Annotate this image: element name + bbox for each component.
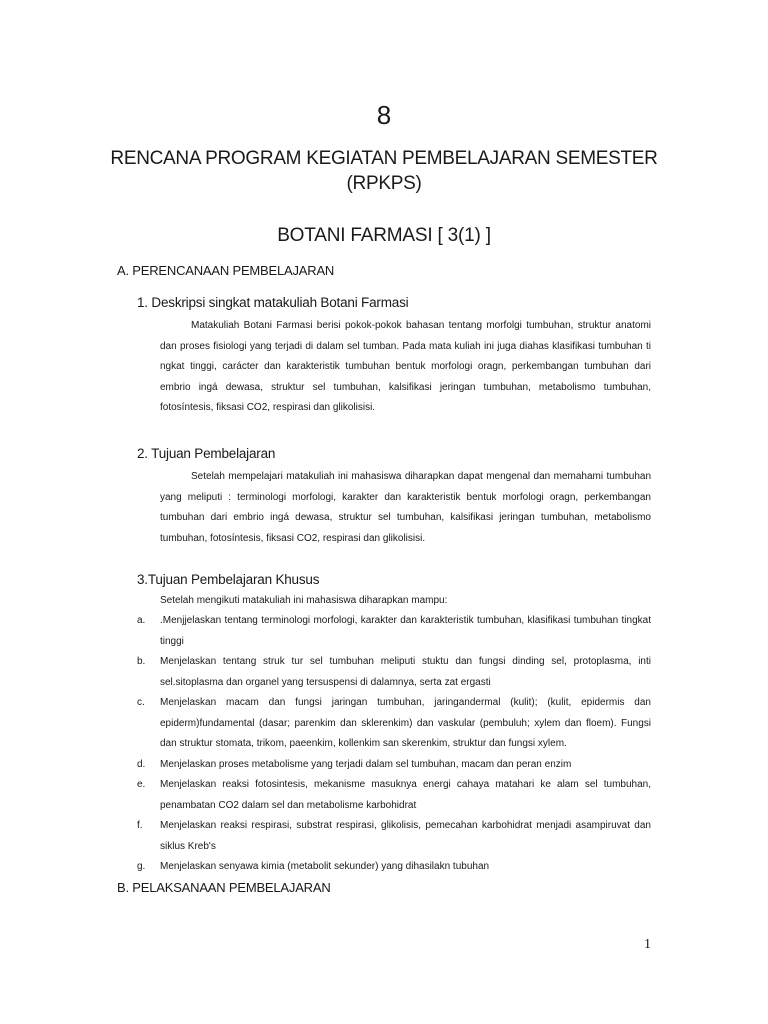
subsection-3-intro: Setelah mengikuti matakuliah ini mahasiswa diharapkan mampu: <box>160 595 448 606</box>
goal-text: .Menjjelaskan tentang terminologi morfologi, karakter dan karakteristik tumbuhan, klasifikasi tumbuhan tingkat tinggi <box>160 615 651 647</box>
goal-item <box>137 693 651 755</box>
goal-marker: c. <box>137 697 145 708</box>
subsection-3-heading: 3.Tujuan Pembelajaran Khusus <box>137 572 320 587</box>
goal-text: Menjelaskan reaksi fotosintesis, mekanisme masuknya energi cahaya matahari ke alam sel tumbuhan, penambatan CO2 dalam sel dan metabolisme karbohidrat <box>160 779 651 811</box>
goal-text: Menjelaskan senyawa kimia (metabolit sekunder) yang dihasilakn tubuhan <box>160 861 490 872</box>
goal-marker: d. <box>137 758 146 770</box>
section-a-heading: A. PERENCANAAN PEMBELAJARAN <box>117 263 335 278</box>
goal-text: Menjelaskan proses metabolisme yang terjadi dalam sel tumbuhan, macam dan peran enzim <box>160 758 572 770</box>
course-title: BOTANI FARMASI [ 3(1) ] <box>277 225 491 246</box>
goal-marker: g. <box>137 861 146 872</box>
document-title-line2: (RPKPS) <box>346 173 422 194</box>
goal-item <box>137 775 651 816</box>
page-number: 1 <box>644 937 651 952</box>
goal-text: Menjelaskan reaksi respirasi, substrat respirasi, glikolisis, pemecahan karbohidrat menjadi asampiruvat dan siklus Kreb's <box>160 820 651 852</box>
goal-item <box>137 816 651 857</box>
subsection-1-heading: 1. Deskripsi singkat matakuliah Botani Farmasi <box>137 295 409 310</box>
learning-goals-list <box>137 611 651 878</box>
subsection-2-text: Setelah mempelajari matakuliah ini mahasiswa diharapkan dapat mengenal dan memahami tumbuhan yang meliputi : terminologi morfologi, karakter dan karakteristik bentuk morfologi oragn, perkembangan tumbuhan dari embrio ingá dewasa, struktur sel tumbuhan, kalsifikasi jeringan tumbuhan, metabolismo tumbuhan, fotosíntesis, fiksasi CO2, respirasi dan glikolisisi. <box>160 471 651 544</box>
subsection-2-paragraph <box>160 467 651 549</box>
section-b-heading: B. PELAKSANAAN PEMBELAJARAN <box>117 880 331 895</box>
goal-item <box>137 857 651 878</box>
document-title-line1: RENCANA PROGRAM KEGIATAN PEMBELAJARAN SEMESTER <box>110 148 658 169</box>
goal-item <box>137 611 651 652</box>
goal-item <box>137 755 651 776</box>
goal-marker: b. <box>137 656 146 667</box>
goal-marker: a. <box>137 615 146 626</box>
subsection-1-text: Matakuliah Botani Farmasi berisi pokok-pokok bahasan tentang morfolgi tumbuhan, struktur anatomi dan proses fisiologi yang terjadi di dalam sel tumban. Pada mata kuliah ini juga diahas klasifikasi tumbuhan ti ngkat tinggi, carácter dan karakteristik tumbuhan bentuk morfologi oragn, perkembangan tumbuhan dari embrio ingá dewasa, struktur sel tumbuhan, kalsifikasi jeringan tumbuhan, metabolismo tumbuhan, fotosíntesis, fiksasi CO2, respirasi dan glikolisisi. <box>160 320 651 413</box>
goal-text: Menjelaskan macam dan fungsi jaringan tumbuhan, jaringandermal (kulit); (kulit, epidermis dan epiderm)fundamental (dasar; parenkim dan sklerenkim) dan vaskular (pembuluh; xylem dan floem). Fungsi dan struktur stomata, trikom, paeenkim, kollenkim san skerenkim, struktur dan fungsi xylem. <box>160 697 651 749</box>
subsection-1-paragraph <box>160 316 651 419</box>
subsection-2-heading: 2. Tujuan Pembelajaran <box>137 446 276 461</box>
chapter-number: 8 <box>376 100 392 130</box>
goal-text: Menjelaskan tentang struk tur sel tumbuhan meliputi stuktu dan fungsi dinding sel, protoplasma, inti sel.sitoplasma dan organel yang tersuspensi di dalamnya, serta zat ergasti <box>160 656 651 688</box>
goal-marker: f. <box>137 820 143 831</box>
goal-marker: e. <box>137 779 146 790</box>
goal-item <box>137 652 651 693</box>
